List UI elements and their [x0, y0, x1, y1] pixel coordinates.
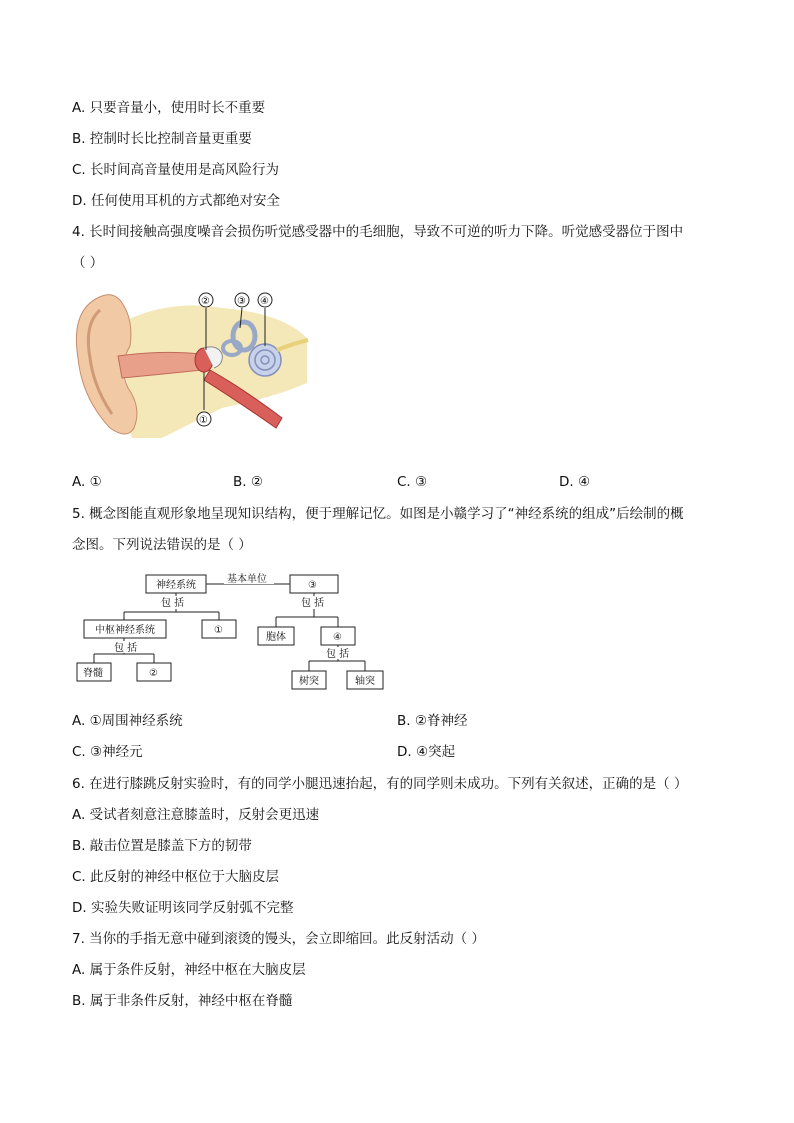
concept-axon: 轴突 [355, 676, 375, 687]
concept-include-2: 包 括 [301, 598, 325, 609]
concept-basic-unit: 基本单位 [227, 574, 267, 585]
concept-cell-body: 胞体 [266, 632, 286, 643]
q3-option-d: D. 任何使用耳机的方式都绝对安全 [72, 193, 280, 209]
concept-include-1: 包 括 [161, 598, 185, 609]
q7-option-a: A. 属于条件反射，神经中枢在大脑皮层 [72, 962, 306, 978]
concept-nervous-system: 神经系统 [156, 580, 196, 591]
q4-option-b: B. ② [233, 474, 263, 490]
q4-option-c: C. ③ [397, 474, 428, 490]
q6-option-a: A. 受试者刻意注意膝盖时，反射会更迅速 [72, 807, 320, 823]
concept-circle-1: ① [214, 625, 223, 636]
concept-map-diagram [74, 570, 394, 695]
q5-stem-line1: 5. 概念图能直观形象地呈现知识结构，便于理解记忆。如图是小赣学习了“神经系统的组成”后绘制的概 [72, 506, 684, 522]
q6-stem: 6. 在进行膝跳反射实验时，有的同学小腿迅速抬起，有的同学则未成功。下列有关叙述，正确的是（ ） [72, 776, 688, 792]
q3-option-a: A. 只要音量小，使用时长不重要 [72, 100, 266, 116]
q4-option-a: A. ① [72, 474, 102, 490]
q5-option-c: C. ③神经元 [72, 744, 143, 760]
concept-dendrite: 树突 [299, 676, 319, 687]
q6-option-d: D. 实验失败证明该同学反射弧不完整 [72, 900, 294, 916]
q5-option-a: A. ①周围神经系统 [72, 713, 183, 729]
concept-cns: 中枢神经系统 [95, 625, 155, 636]
concept-circle-4: ④ [333, 632, 342, 643]
concept-include-3: 包 括 [114, 643, 138, 654]
ear-label-1: ① [199, 415, 208, 426]
q4-blank: （ ） [72, 255, 104, 271]
concept-circle-3: ③ [308, 580, 317, 591]
ear-label-2: ② [201, 296, 210, 307]
q4-option-d: D. ④ [559, 474, 591, 490]
ear-anatomy-diagram [72, 288, 312, 438]
q5-option-b: B. ②脊神经 [397, 713, 468, 729]
q7-stem: 7. 当你的手指无意中碰到滚烫的馒头，会立即缩回。此反射活动（ ） [72, 931, 485, 947]
q3-option-c: C. 长时间高音量使用是高风险行为 [72, 162, 280, 178]
q6-option-c: C. 此反射的神经中枢位于大脑皮层 [72, 869, 280, 885]
ear-label-4: ④ [260, 296, 269, 307]
q6-option-b: B. 敲击位置是膝盖下方的韧带 [72, 838, 252, 854]
q3-option-b: B. 控制时长比控制音量更重要 [72, 131, 252, 147]
concept-circle-2: ② [149, 668, 158, 679]
q5-option-d: D. ④突起 [397, 744, 456, 760]
concept-include-4: 包 括 [326, 649, 350, 660]
q5-stem-line2: 念图。下列说法错误的是（ ） [72, 537, 252, 553]
q7-option-b: B. 属于非条件反射，神经中枢在脊髓 [72, 993, 293, 1009]
q4-stem: 4. 长时间接触高强度噪音会损伤听觉感受器中的毛细胞，导致不可逆的听力下降。听觉感受器位于图中 [72, 224, 684, 240]
concept-spinal-cord: 脊髓 [83, 668, 103, 679]
ear-label-3: ③ [237, 296, 246, 307]
